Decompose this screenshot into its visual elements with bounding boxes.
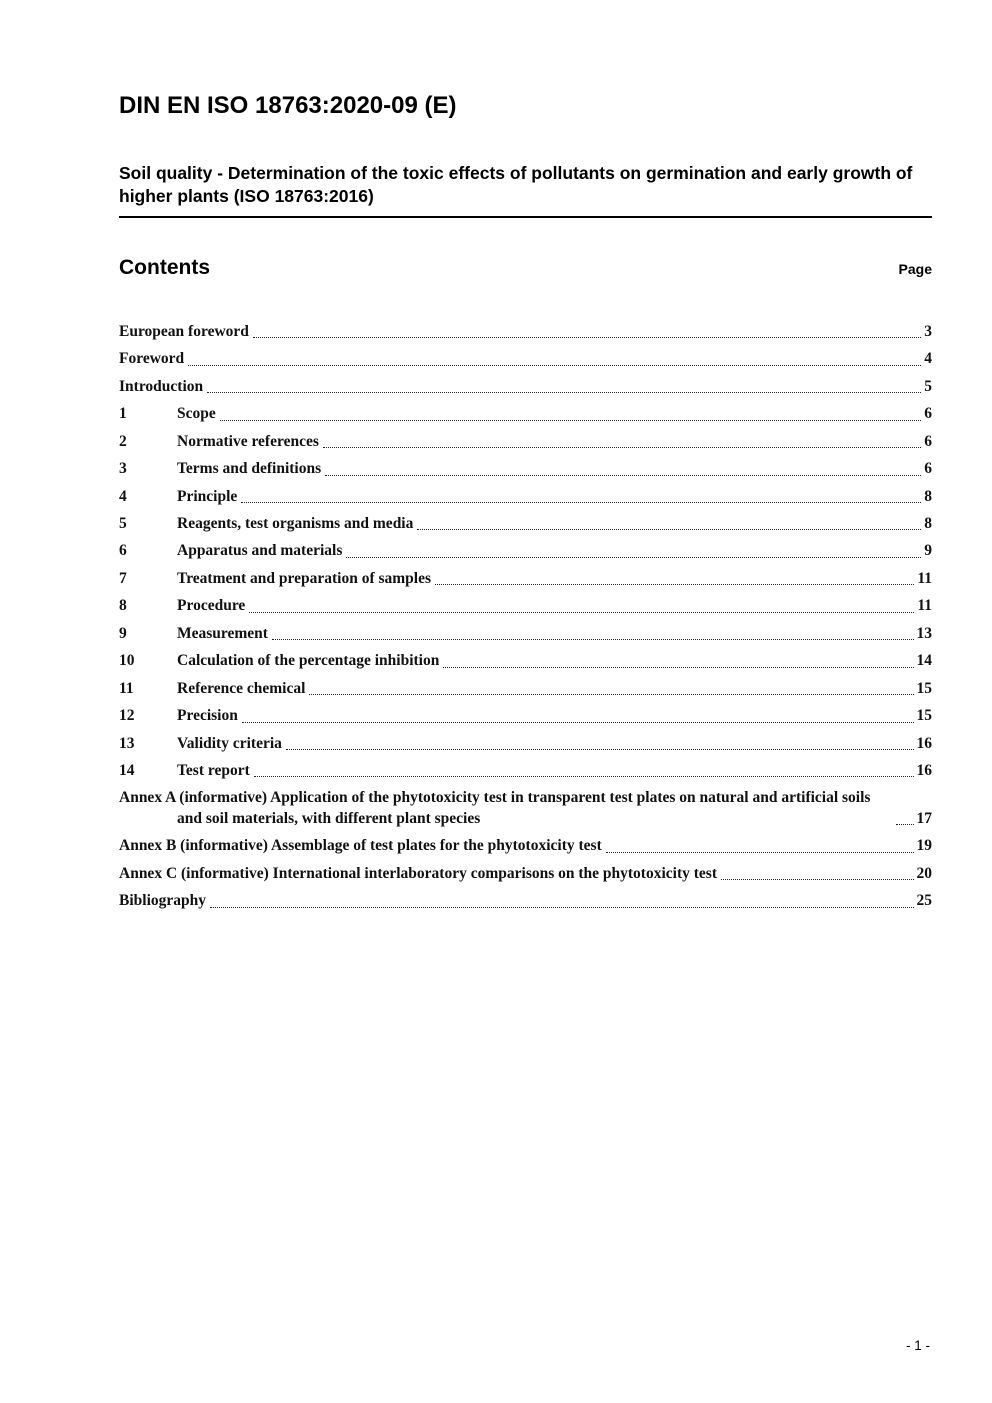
- toc-entry-page: 14: [916, 652, 932, 670]
- toc-entry-page: 4: [924, 350, 932, 368]
- toc-entry-label: Annex B (informative) Assemblage of test plates for the phytotoxicity test: [119, 837, 602, 855]
- toc-entry-label: Introduction: [119, 377, 204, 395]
- toc-entry-label: Test report: [177, 762, 250, 780]
- toc-entry-label: Annex C (informative) International interlaboratory comparisons on the phytotoxicity test: [119, 864, 717, 882]
- toc-row: [119, 734, 932, 754]
- toc-row: [119, 404, 932, 424]
- toc-entry-page: 11: [917, 597, 932, 615]
- footer-page-number: - 1 -: [905, 1338, 930, 1353]
- toc-row: [119, 349, 932, 369]
- toc-row: [119, 706, 932, 726]
- toc-row: [119, 651, 932, 671]
- toc-entry-number: 1: [119, 405, 127, 423]
- toc-entry-page: 16: [916, 762, 932, 780]
- toc-entry-label: Reagents, test organisms and media: [177, 514, 414, 532]
- toc-entry-number: 5: [119, 514, 127, 532]
- toc-entry-page: 11: [917, 569, 932, 587]
- toc-entry-label: Reference chemical: [177, 679, 306, 697]
- dotted-leader: [254, 776, 914, 777]
- toc-entry-number: 6: [119, 542, 127, 560]
- dotted-leader: [417, 529, 921, 530]
- toc-entry-page: 8: [924, 514, 932, 532]
- toc-entry-label: Principle: [177, 487, 238, 505]
- dotted-leader: [210, 907, 914, 908]
- toc-row: [119, 487, 932, 507]
- toc-row: [119, 761, 932, 781]
- toc-entry-page: 13: [916, 624, 932, 642]
- toc-entry-page: 9: [924, 542, 932, 560]
- dotted-leader: [220, 420, 922, 421]
- toc-row: [119, 377, 932, 397]
- toc-entry-label: Normative references: [177, 432, 319, 450]
- dotted-leader: [241, 502, 921, 503]
- toc-row: [119, 864, 932, 884]
- toc-entry-page: 6: [924, 460, 932, 478]
- toc-entry-page: 3: [924, 322, 932, 340]
- toc-entry-label: Annex A (informative) Application of the phytotoxicity test in transparent test plates on natural and artificial soils and soil materials, with different plant species: [119, 789, 871, 827]
- toc-entry-page: 17: [916, 809, 932, 827]
- toc-entry-number: 2: [119, 432, 127, 450]
- dotted-leader: [253, 337, 921, 338]
- toc-entry-label: European foreword: [119, 322, 249, 340]
- toc-row: [119, 596, 932, 616]
- toc-entry-label: Scope: [177, 405, 216, 423]
- dotted-leader: [286, 749, 914, 750]
- toc-row: [119, 836, 932, 856]
- page-column-label: Page: [898, 260, 932, 277]
- dotted-leader: [272, 639, 914, 640]
- toc-row: [119, 459, 932, 479]
- toc-entry-label: Terms and definitions: [177, 460, 322, 478]
- toc-entry-number: 4: [119, 487, 127, 505]
- toc-row: [119, 541, 932, 561]
- toc-row: [119, 679, 932, 699]
- toc-entry-page: 15: [916, 679, 932, 697]
- toc-entry-number: 14: [119, 762, 135, 780]
- toc-entry-label: Precision: [177, 707, 238, 725]
- toc-entry-number: 7: [119, 569, 127, 587]
- toc-entry-label: Bibliography: [119, 892, 206, 910]
- toc-row: [119, 891, 932, 911]
- toc-entry-label: Procedure: [177, 597, 246, 615]
- toc-row: [119, 788, 932, 829]
- dotted-leader: [309, 694, 913, 695]
- toc-entry-page: 8: [924, 487, 932, 505]
- toc-row: [119, 432, 932, 452]
- dotted-leader: [249, 612, 914, 613]
- toc-entry-page: 6: [924, 405, 932, 423]
- dotted-leader: [346, 557, 921, 558]
- toc-row: [119, 624, 932, 644]
- toc-entry-label: Apparatus and materials: [177, 542, 343, 560]
- dotted-leader: [435, 584, 914, 585]
- toc-entry-number: 10: [119, 652, 135, 670]
- dotted-leader: [325, 475, 921, 476]
- contents-heading: Contents: [119, 255, 210, 279]
- dotted-leader: [721, 879, 914, 880]
- contents-header-bar: [119, 256, 932, 280]
- toc-row: [119, 569, 932, 589]
- toc-entry-page: 19: [916, 837, 932, 855]
- dotted-leader: [443, 667, 913, 668]
- toc-entry-label: Foreword: [119, 350, 185, 368]
- toc-entry-number: 12: [119, 707, 135, 725]
- dotted-leader: [242, 722, 914, 723]
- dotted-leader: [188, 365, 921, 366]
- dotted-leader: [323, 447, 921, 448]
- dotted-leader: [207, 392, 921, 393]
- toc-entry-page: 25: [916, 892, 932, 910]
- toc-entry-page: 20: [916, 864, 932, 882]
- toc-entry-label: Measurement: [177, 624, 268, 642]
- dotted-leader: [896, 824, 914, 825]
- toc-row: [119, 514, 932, 534]
- toc-entry-label: Calculation of the percentage inhibition: [177, 652, 440, 670]
- toc-entry-page: 6: [924, 432, 932, 450]
- toc-row: [119, 322, 932, 342]
- doc-number: DIN EN ISO 18763:2020-09 (E): [119, 92, 457, 119]
- document-title: Soil quality - Determination of the toxic effects of pollutants on germination and early growth of higher plants (ISO 18763:2016): [119, 162, 932, 218]
- toc-entry-page: 15: [916, 707, 932, 725]
- dotted-leader: [606, 852, 914, 853]
- toc-entry-page: 5: [924, 377, 932, 395]
- toc-entry-label: Treatment and preparation of samples: [177, 569, 432, 587]
- toc-entry-number: 13: [119, 734, 135, 752]
- toc-entry-page: 16: [916, 734, 932, 752]
- toc-entry-number: 3: [119, 460, 127, 478]
- toc-entry-number: 9: [119, 624, 127, 642]
- toc-entry-number: 11: [119, 679, 134, 697]
- toc-entry-number: 8: [119, 597, 127, 615]
- toc-list: [119, 322, 932, 912]
- toc-entry-label: Validity criteria: [177, 734, 282, 752]
